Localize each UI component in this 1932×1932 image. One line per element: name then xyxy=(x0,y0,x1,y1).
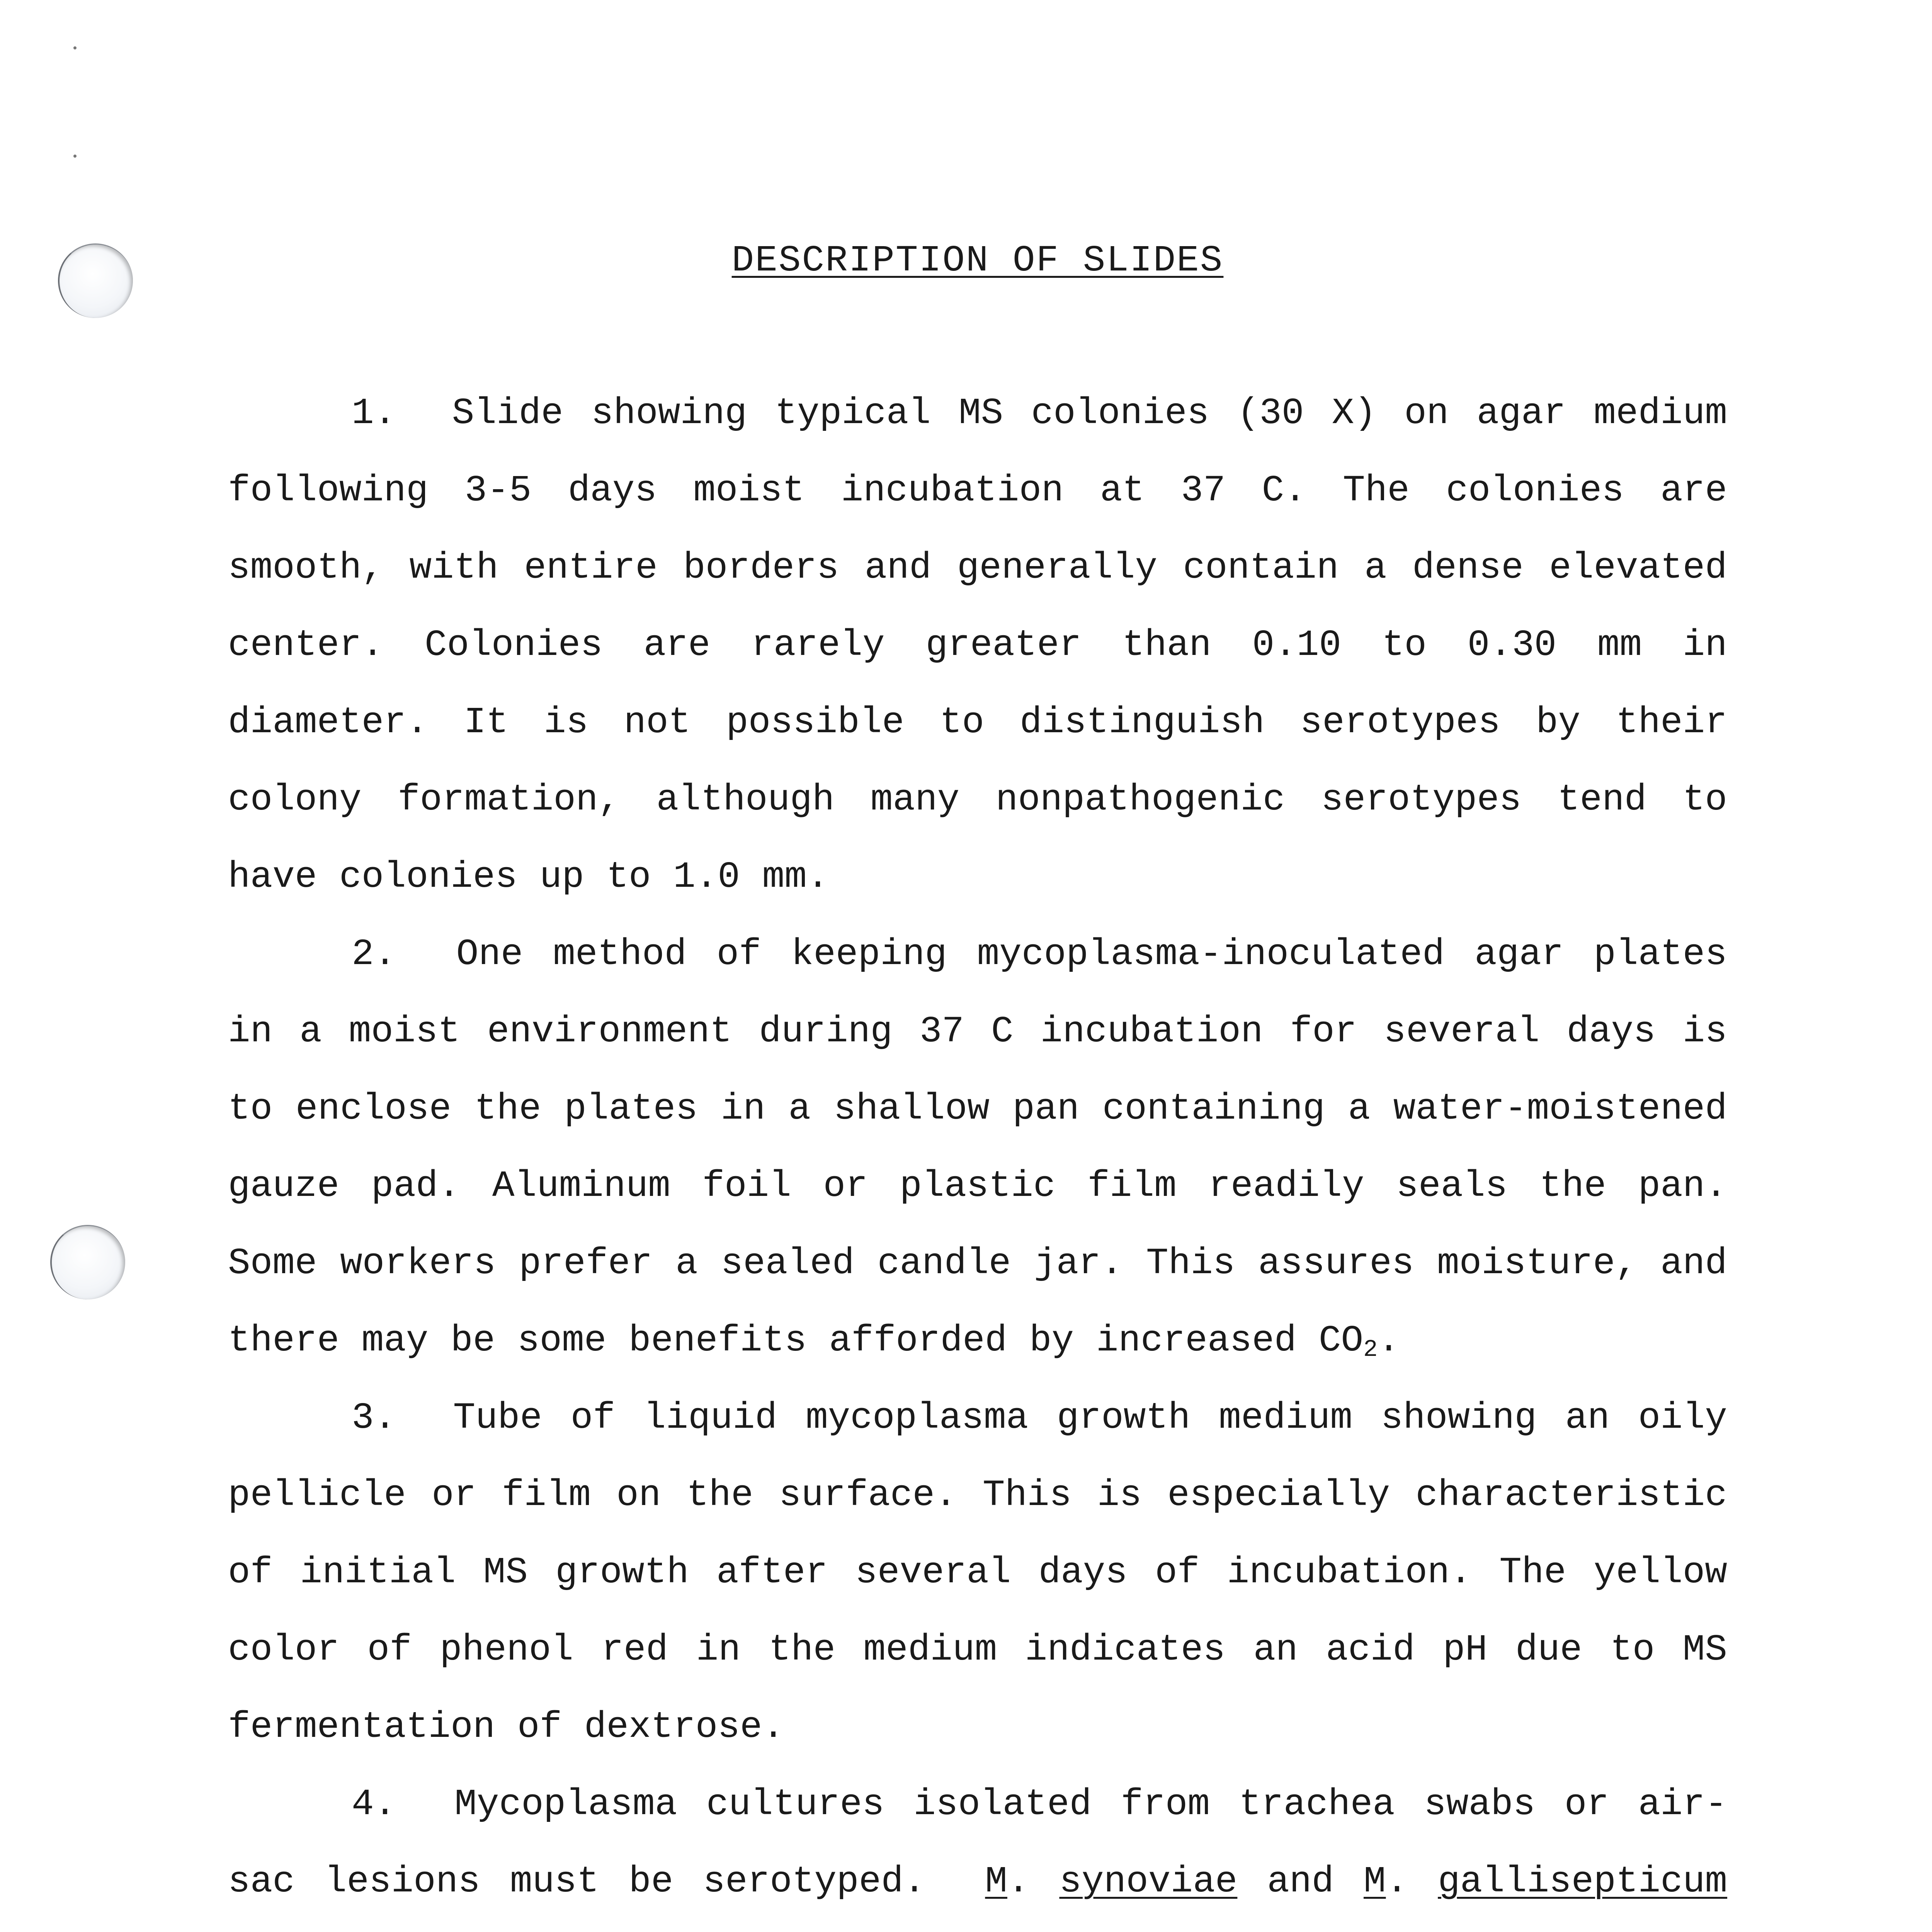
slide-item-2 xyxy=(228,916,1727,1379)
binder-hole-middle xyxy=(50,1225,125,1299)
slide-item-1 xyxy=(228,375,1727,916)
scan-speck xyxy=(73,155,77,158)
co2-subscript: 2 xyxy=(1363,1336,1378,1363)
genus-abbrev: M xyxy=(985,1861,1007,1903)
species-name: gallisepticum xyxy=(1438,1861,1728,1903)
slide-item-4: 4. Mycoplasma cultures isolated from trachea swabs or air-sac lesions must be serotyped. M. synoviae and M. gallisepticum xyxy=(228,1783,1728,1903)
item-text: Tube of liquid mycoplasma growth medium showing an oily pellicle or film on the surface. This is especially characteristic of initial MS growth after several days of incubation. The yellow color of phenol red in the medium indicates an acid pH due to MS fermentation of dextrose. xyxy=(228,1397,1728,1748)
slide-item-3 xyxy=(228,1379,1727,1766)
item-text-end: . xyxy=(1378,1320,1400,1362)
slide-descriptions xyxy=(228,375,1727,1932)
species-name: synoviae xyxy=(1059,1861,1238,1903)
genus-abbrev: M xyxy=(1364,1861,1386,1903)
item-text: One method of keeping mycoplasma-inoculated agar plates in a moist environment during 37 C incubation for several days is to enclose the plates in a shallow pan containing a water-moistened gauze pad. Aluminum foil or plastic film readily seals the pan. Some workers prefer a sealed candle jar. This assures moisture, and there may be some benefits afforded by increased CO xyxy=(228,933,1728,1362)
item-text: Mycoplasma cultures isolated from trachea swabs or air-sac lesions must be serotyped. xyxy=(228,1783,1728,1903)
item-number: 1. xyxy=(352,392,396,434)
conjunction: and xyxy=(1267,1861,1334,1903)
item-number: 3. xyxy=(352,1397,396,1439)
item-number: 2. xyxy=(352,933,396,975)
item-number: 4. xyxy=(352,1783,396,1825)
page-title: DESCRIPTION OF SLIDES xyxy=(731,240,1224,282)
item-text: Slide showing typical MS colonies (30 X) on agar medium following 3-5 days moist incubation at 37 C. The colonies are smooth, with entire borders and generally contain a dense elevated center. Colonies are rarely greater than 0.10 to 0.30 mm in diameter. It is not possible to distinguish serotypes by their colony formation, although many nonpathogenic serotypes tend to have colonies up to 1.0 mm. xyxy=(228,392,1727,898)
scan-speck xyxy=(73,46,77,49)
